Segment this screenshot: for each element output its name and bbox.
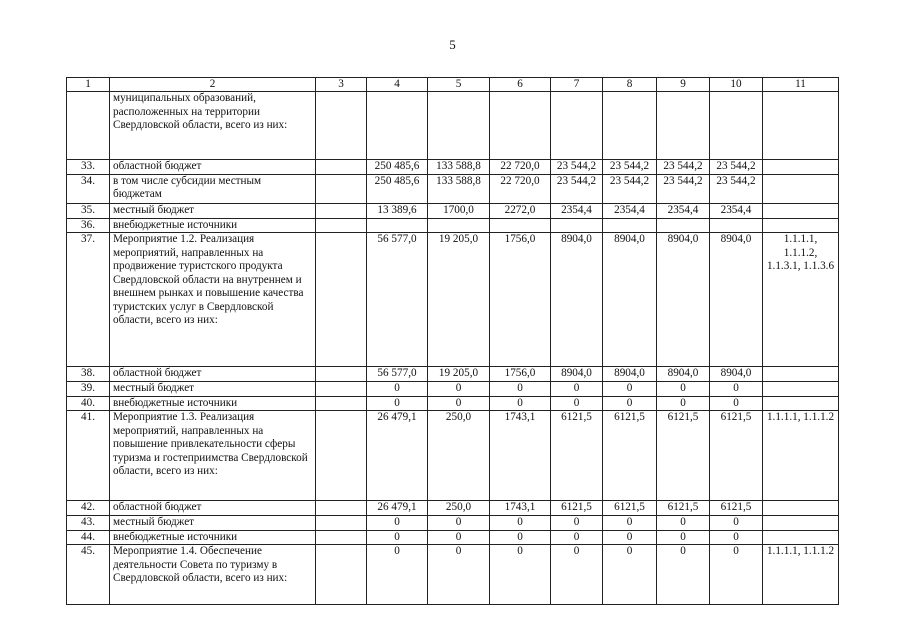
value-cell <box>428 92 490 160</box>
table-row <box>67 411 839 501</box>
value-cell: 0 <box>490 530 551 545</box>
value-cell: 0 <box>710 545 763 605</box>
value-cell: 1743,1 <box>490 411 551 501</box>
row-name-cell: областной бюджет <box>110 501 316 516</box>
column-3-cell <box>316 233 367 367</box>
column-3-cell <box>316 92 367 160</box>
value-cell: 133 588,8 <box>428 160 490 175</box>
target-refs-cell <box>763 174 839 203</box>
value-cell: 0 <box>428 530 490 545</box>
value-cell: 0 <box>551 530 603 545</box>
value-cell: 23 544,2 <box>603 160 657 175</box>
value-cell: 0 <box>490 382 551 397</box>
value-cell: 8904,0 <box>710 233 763 367</box>
table-row <box>67 516 839 531</box>
row-number-cell: 41. <box>67 411 110 501</box>
value-cell: 23 544,2 <box>657 160 710 175</box>
value-cell: 8904,0 <box>551 367 603 382</box>
value-cell: 250 485,6 <box>367 174 428 203</box>
target-refs-cell: 1.1.1.1, 1.1.1.2, 1.1.3.1, 1.1.3.6 <box>763 233 839 367</box>
value-cell: 2354,4 <box>657 203 710 218</box>
row-number-cell <box>67 92 110 160</box>
row-name-cell: Мероприятие 1.4. Обеспечение деятельности Совета по туризму в Свердловской области, всего из них: <box>110 545 316 605</box>
value-cell: 23 544,2 <box>710 174 763 203</box>
value-cell: 0 <box>428 382 490 397</box>
value-cell <box>710 92 763 160</box>
target-refs-cell <box>763 203 839 218</box>
page-number: 5 <box>449 37 456 52</box>
value-cell: 6121,5 <box>710 501 763 516</box>
value-cell: 0 <box>657 382 710 397</box>
row-number-cell: 45. <box>67 545 110 605</box>
value-cell: 2354,4 <box>603 203 657 218</box>
value-cell <box>428 218 490 233</box>
target-refs-cell <box>763 160 839 175</box>
row-name-cell: Мероприятие 1.2. Реализация мероприятий, направленных на продвижение туристского продукта Свердловской области на внутреннем и внешнем рынках и повышение качества туристских услуг в Свердловской области, всего из них: <box>110 233 316 367</box>
row-name-cell: местный бюджет <box>110 516 316 531</box>
value-cell: 0 <box>603 530 657 545</box>
row-name-cell: внебюджетные источники <box>110 396 316 411</box>
value-cell: 133 588,8 <box>428 174 490 203</box>
row-name-cell: Мероприятие 1.3. Реализация мероприятий, направленных на повышение привлекательности сферы туризма и гостеприимства Свердловской области, всего из них: <box>110 411 316 501</box>
row-name-cell: внебюджетные источники <box>110 530 316 545</box>
value-cell: 8904,0 <box>710 367 763 382</box>
value-cell: 0 <box>603 396 657 411</box>
table-header-row <box>67 78 839 92</box>
target-refs-cell: 1.1.1.1, 1.1.1.2 <box>763 545 839 605</box>
value-cell <box>710 218 763 233</box>
value-cell: 0 <box>551 396 603 411</box>
budget-table <box>66 77 839 605</box>
value-cell: 8904,0 <box>657 233 710 367</box>
value-cell <box>551 218 603 233</box>
column-header: 10 <box>710 78 763 92</box>
column-3-cell <box>316 174 367 203</box>
value-cell: 19 205,0 <box>428 367 490 382</box>
column-3-cell <box>316 396 367 411</box>
row-number-cell: 36. <box>67 218 110 233</box>
value-cell: 0 <box>367 382 428 397</box>
column-3-cell <box>316 530 367 545</box>
value-cell: 0 <box>490 396 551 411</box>
row-number-cell: 34. <box>67 174 110 203</box>
value-cell: 23 544,2 <box>603 174 657 203</box>
value-cell: 8904,0 <box>657 367 710 382</box>
column-header: 11 <box>763 78 839 92</box>
row-number-cell: 44. <box>67 530 110 545</box>
value-cell: 0 <box>710 382 763 397</box>
row-name-cell: местный бюджет <box>110 382 316 397</box>
column-3-cell <box>316 545 367 605</box>
value-cell: 23 544,2 <box>657 174 710 203</box>
value-cell: 2272,0 <box>490 203 551 218</box>
table-row <box>67 218 839 233</box>
table-row <box>67 92 839 160</box>
value-cell: 0 <box>367 396 428 411</box>
column-3-cell <box>316 501 367 516</box>
value-cell: 0 <box>603 516 657 531</box>
value-cell: 0 <box>428 516 490 531</box>
target-refs-cell <box>763 92 839 160</box>
target-refs-cell <box>763 396 839 411</box>
column-header: 4 <box>367 78 428 92</box>
column-header: 9 <box>657 78 710 92</box>
value-cell: 23 544,2 <box>551 174 603 203</box>
value-cell: 0 <box>603 382 657 397</box>
row-number-cell: 40. <box>67 396 110 411</box>
value-cell: 26 479,1 <box>367 501 428 516</box>
value-cell: 0 <box>603 545 657 605</box>
table-body <box>67 78 839 605</box>
row-number-cell: 38. <box>67 367 110 382</box>
column-3-cell <box>316 160 367 175</box>
value-cell: 19 205,0 <box>428 233 490 367</box>
value-cell: 0 <box>428 545 490 605</box>
target-refs-cell <box>763 382 839 397</box>
table-row <box>67 545 839 605</box>
value-cell: 0 <box>551 516 603 531</box>
row-name-cell: муниципальных образований, расположенных на территории Свердловской области, всего из них: <box>110 92 316 160</box>
value-cell: 8904,0 <box>551 233 603 367</box>
value-cell: 56 577,0 <box>367 233 428 367</box>
value-cell: 56 577,0 <box>367 367 428 382</box>
column-header: 2 <box>110 78 316 92</box>
value-cell: 8904,0 <box>603 367 657 382</box>
target-refs-cell <box>763 530 839 545</box>
value-cell: 13 389,6 <box>367 203 428 218</box>
table-row <box>67 203 839 218</box>
value-cell: 1756,0 <box>490 233 551 367</box>
value-cell <box>603 92 657 160</box>
value-cell <box>657 218 710 233</box>
value-cell: 6121,5 <box>603 411 657 501</box>
row-name-cell: областной бюджет <box>110 367 316 382</box>
row-number-cell: 35. <box>67 203 110 218</box>
value-cell: 250,0 <box>428 411 490 501</box>
column-header: 5 <box>428 78 490 92</box>
column-3-cell <box>316 218 367 233</box>
value-cell: 8904,0 <box>603 233 657 367</box>
value-cell: 23 544,2 <box>710 160 763 175</box>
value-cell: 1700,0 <box>428 203 490 218</box>
value-cell: 0 <box>490 545 551 605</box>
row-number-cell: 43. <box>67 516 110 531</box>
value-cell <box>551 92 603 160</box>
column-3-cell <box>316 411 367 501</box>
value-cell <box>657 92 710 160</box>
value-cell: 0 <box>657 530 710 545</box>
value-cell: 6121,5 <box>657 501 710 516</box>
value-cell: 0 <box>657 396 710 411</box>
value-cell: 2354,4 <box>551 203 603 218</box>
table-row <box>67 382 839 397</box>
value-cell: 0 <box>710 516 763 531</box>
value-cell: 23 544,2 <box>551 160 603 175</box>
value-cell: 2354,4 <box>710 203 763 218</box>
row-number-cell: 42. <box>67 501 110 516</box>
table-row <box>67 530 839 545</box>
value-cell <box>367 218 428 233</box>
value-cell: 26 479,1 <box>367 411 428 501</box>
table-row <box>67 160 839 175</box>
value-cell: 6121,5 <box>603 501 657 516</box>
value-cell: 1743,1 <box>490 501 551 516</box>
value-cell <box>367 92 428 160</box>
value-cell: 250,0 <box>428 501 490 516</box>
column-3-cell <box>316 516 367 531</box>
target-refs-cell <box>763 501 839 516</box>
value-cell: 0 <box>367 545 428 605</box>
value-cell <box>490 218 551 233</box>
value-cell: 6121,5 <box>551 411 603 501</box>
value-cell: 250 485,6 <box>367 160 428 175</box>
value-cell <box>603 218 657 233</box>
value-cell <box>490 92 551 160</box>
value-cell: 6121,5 <box>551 501 603 516</box>
column-header: 7 <box>551 78 603 92</box>
column-header: 8 <box>603 78 657 92</box>
table-row <box>67 233 839 367</box>
value-cell: 22 720,0 <box>490 160 551 175</box>
column-header: 6 <box>490 78 551 92</box>
table-row <box>67 396 839 411</box>
value-cell: 0 <box>490 516 551 531</box>
row-number-cell: 39. <box>67 382 110 397</box>
value-cell: 1756,0 <box>490 367 551 382</box>
column-3-cell <box>316 367 367 382</box>
row-name-cell: внебюджетные источники <box>110 218 316 233</box>
target-refs-cell <box>763 516 839 531</box>
value-cell: 0 <box>710 396 763 411</box>
target-refs-cell: 1.1.1.1, 1.1.1.2 <box>763 411 839 501</box>
row-name-cell: в том числе субсидии местным бюджетам <box>110 174 316 203</box>
value-cell: 22 720,0 <box>490 174 551 203</box>
target-refs-cell <box>763 218 839 233</box>
value-cell: 0 <box>657 545 710 605</box>
column-header: 1 <box>67 78 110 92</box>
value-cell: 0 <box>551 382 603 397</box>
target-refs-cell <box>763 367 839 382</box>
value-cell: 0 <box>428 396 490 411</box>
row-number-cell: 33. <box>67 160 110 175</box>
value-cell: 0 <box>657 516 710 531</box>
value-cell: 0 <box>367 516 428 531</box>
value-cell: 0 <box>367 530 428 545</box>
table-row <box>67 174 839 203</box>
value-cell: 6121,5 <box>710 411 763 501</box>
column-3-cell <box>316 203 367 218</box>
column-header: 3 <box>316 78 367 92</box>
value-cell: 0 <box>710 530 763 545</box>
row-name-cell: местный бюджет <box>110 203 316 218</box>
table-row <box>67 367 839 382</box>
value-cell: 6121,5 <box>657 411 710 501</box>
row-name-cell: областной бюджет <box>110 160 316 175</box>
row-number-cell: 37. <box>67 233 110 367</box>
table-row <box>67 501 839 516</box>
value-cell: 0 <box>551 545 603 605</box>
column-3-cell <box>316 382 367 397</box>
